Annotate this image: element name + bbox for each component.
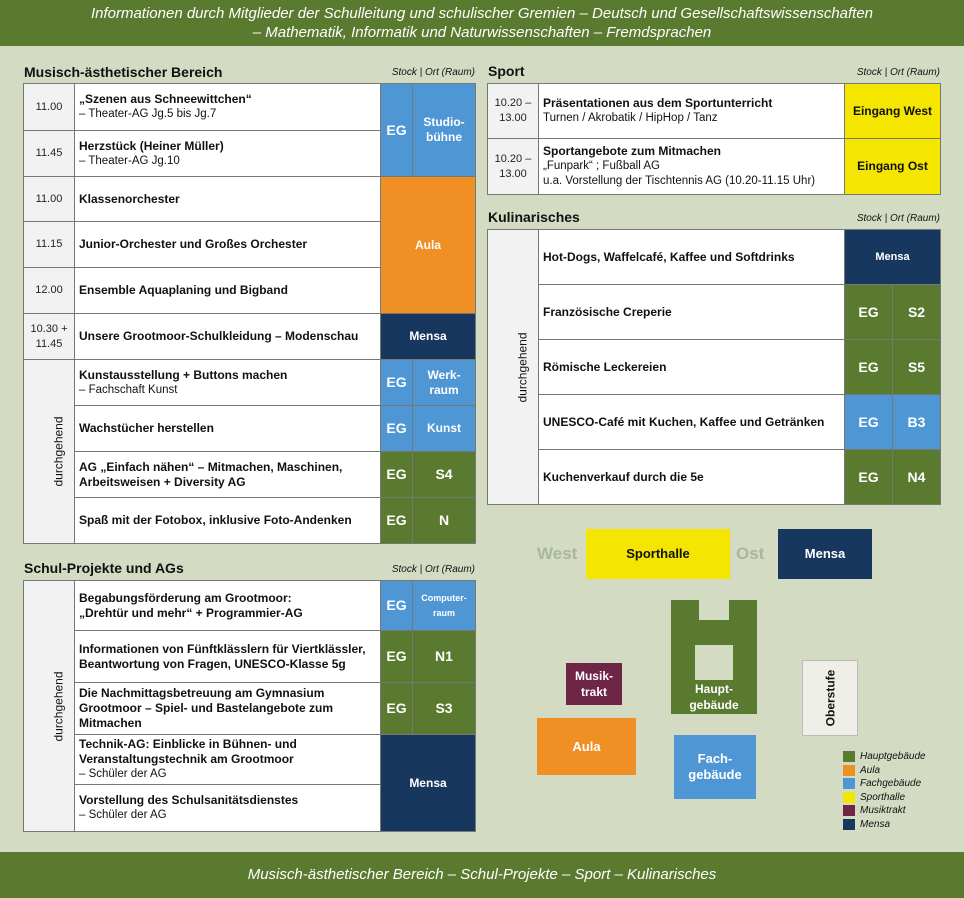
table-row [488, 139, 941, 195]
table-row [24, 314, 476, 360]
room-cell: S5 [893, 340, 941, 395]
stock-cell: EG [381, 406, 413, 452]
stock-cell: EG [845, 450, 893, 505]
room-cell-mensa: Mensa [381, 314, 476, 360]
table-row [24, 683, 476, 735]
column-header: Stock | Ort (Raum) [391, 564, 475, 575]
event-cell: AG „Einfach nähen“ – Mitmachen, Maschinen, Arbeitsweisen + Diversity AG [75, 452, 381, 498]
event-cell: Technik-AG: Einblicke in Bühnen- und Veranstaltungstechnik am Grootmoor – Schüler der AG [75, 735, 381, 785]
stock-cell: EG [845, 340, 893, 395]
map-musiktrakt: Musik-trakt [566, 663, 622, 705]
event-cell: Junior-Orchester und Großes Orchester [75, 222, 381, 268]
legend-swatch [843, 819, 855, 830]
legend-swatch [843, 765, 855, 776]
legend-item: Musiktrakt [843, 804, 926, 818]
event-cell: Präsentationen aus dem Sportunterricht Turnen / Akrobatik / HipHop / Tanz [539, 84, 845, 139]
table-row [488, 84, 941, 139]
event-cell: Begabungsförderung am Grootmoor: „Drehtür und mehr“ + Programmier-AG [75, 581, 381, 631]
stock-cell: EG [381, 452, 413, 498]
table-row [488, 340, 941, 395]
event-cell: Wachstücher herstellen [75, 406, 381, 452]
map-hauptgebaeude-label: Haupt-gebäude [689, 682, 739, 712]
map-aula: Aula [537, 718, 636, 775]
stock-cell: EG [381, 631, 413, 683]
stock-cell: EG [845, 395, 893, 450]
footer-banner: Musisch-ästhetischer Bereich – Schul-Projekte – Sport – Kulinarisches [0, 852, 964, 898]
room-cell: S3 [413, 683, 476, 735]
map-label-ost: Ost [736, 544, 765, 563]
table-row [24, 84, 476, 131]
stock-cell: EG [381, 581, 413, 631]
sport-table [487, 83, 941, 195]
time-cell: 11.45 [24, 131, 75, 177]
event-cell: Hot-Dogs, Waffelcafé, Kaffee und Softdrinks [539, 230, 845, 285]
stock-cell: EG [845, 285, 893, 340]
map-oberstufe: Oberstufe [802, 660, 858, 736]
header-line-1: Informationen durch Mitglieder der Schulleitung und schulischer Gremien – Deutsch und Gesellschaftswissenschaften [90, 5, 874, 22]
section-title-sport: Sport [488, 63, 525, 79]
time-cell: 10.20 – 13.00 [488, 139, 539, 195]
legend-swatch [843, 751, 855, 762]
event-cell: „Szenen aus Schneewittchen“ – Theater-AG Jg.5 bis Jg.7 [75, 84, 381, 131]
event-cell: Französische Creperie [539, 285, 845, 340]
column-header: Stock | Ort (Raum) [856, 213, 940, 224]
room-cell-mensa: Mensa [381, 735, 476, 832]
legend-item: Hauptgebäude [843, 750, 926, 764]
map-mensa: Mensa [778, 529, 872, 579]
room-cell-aula: Aula [381, 177, 476, 314]
table-row [24, 177, 476, 222]
event-cell: Unsere Grootmoor-Schulkleidung – Modenschau [75, 314, 381, 360]
event-cell: Spaß mit der Fotobox, inklusive Foto-Andenken [75, 498, 381, 544]
room-cell-eingang-west: Eingang West [845, 84, 941, 139]
event-cell: UNESCO-Café mit Kuchen, Kaffee und Getränken [539, 395, 845, 450]
time-cell: 12.00 [24, 268, 75, 314]
room-cell: Studio-bühne [413, 84, 476, 177]
map-label-west: West [537, 544, 578, 563]
table-row [24, 452, 476, 498]
room-cell: B3 [893, 395, 941, 450]
header-banner [0, 0, 964, 46]
time-cell: 11.00 [24, 84, 75, 131]
room-cell: S4 [413, 452, 476, 498]
event-cell: Die Nachmittagsbetreuung am Gymnasium Grootmoor – Spiel- und Bastelangebote zum Mitmachen [75, 683, 381, 735]
event-cell: Sportangebote zum Mitmachen „Funpark“ ; Fußball AG u.a. Vorstellung der Tischtennis AG (10.20-11.15 Uhr) [539, 139, 845, 195]
table-row [488, 285, 941, 340]
stock-cell: EG [381, 498, 413, 544]
room-cell: Werk-raum [413, 360, 476, 406]
event-cell: Kunstausstellung + Buttons machen – Fachschaft Kunst [75, 360, 381, 406]
column-header: Stock | Ort (Raum) [856, 67, 940, 78]
event-cell: Ensemble Aquaplaning und Bigband [75, 268, 381, 314]
column-header: Stock | Ort (Raum) [391, 67, 475, 78]
event-cell: Römische Leckereien [539, 340, 845, 395]
legend-swatch [843, 792, 855, 803]
time-cell: 11.15 [24, 222, 75, 268]
room-cell: N4 [893, 450, 941, 505]
legend-item: Mensa [843, 818, 926, 832]
room-cell: S2 [893, 285, 941, 340]
event-cell: Klassenorchester [75, 177, 381, 222]
musisch-table [23, 83, 476, 544]
header-line-2: – Mathematik, Informatik und Naturwissenschaften – Fremdsprachen [252, 24, 712, 41]
map-sporthalle: Sporthalle [586, 529, 730, 579]
room-cell: Computer-raum [413, 581, 476, 631]
room-cell-eingang-ost: Eingang Ost [845, 139, 941, 195]
time-cell: 10.20 – 13.00 [488, 84, 539, 139]
durchgehend-cell: durchgehend [24, 581, 75, 832]
table-row [24, 581, 476, 631]
kulinarisches-table [487, 229, 941, 505]
legend-swatch [843, 778, 855, 789]
table-row [24, 498, 476, 544]
event-cell: Kuchenverkauf durch die 5e [539, 450, 845, 505]
table-row [488, 450, 941, 505]
table-row [24, 360, 476, 406]
durchgehend-cell: durchgehend [488, 230, 539, 505]
time-cell: 10.30 + 11.45 [24, 314, 75, 360]
room-cell: Kunst [413, 406, 476, 452]
table-row [488, 395, 941, 450]
legend-item: Fachgebäude [843, 777, 926, 791]
section-title-kulinarisches: Kulinarisches [488, 209, 580, 225]
section-title-musisch: Musisch-ästhetischer Bereich [24, 64, 223, 80]
legend-swatch [843, 805, 855, 816]
event-cell: Informationen von Fünftklässlern für Viertklässler, Beantwortung von Fragen, UNESCO-Klasse 5g [75, 631, 381, 683]
stock-cell: EG [381, 360, 413, 406]
legend-item: Sporthalle [843, 791, 926, 805]
table-row [24, 631, 476, 683]
section-title-projekte: Schul-Projekte und AGs [24, 560, 184, 576]
event-cell: Herzstück (Heiner Müller) – Theater-AG Jg.10 [75, 131, 381, 177]
room-cell-mensa: Mensa [845, 230, 941, 285]
projekte-table [23, 580, 476, 832]
room-cell: N [413, 498, 476, 544]
stock-cell: EG [381, 84, 413, 177]
table-row [488, 230, 941, 285]
map-legend [843, 750, 926, 831]
table-row [24, 406, 476, 452]
legend-item: Aula [843, 764, 926, 778]
durchgehend-cell: durchgehend [24, 360, 75, 544]
event-cell: Vorstellung des Schulsanitätsdienstes – Schüler der AG [75, 785, 381, 832]
stock-cell: EG [381, 683, 413, 735]
map-fachgebaeude: Fach-gebäude [674, 735, 756, 799]
room-cell: N1 [413, 631, 476, 683]
table-row [24, 735, 476, 785]
time-cell: 11.00 [24, 177, 75, 222]
